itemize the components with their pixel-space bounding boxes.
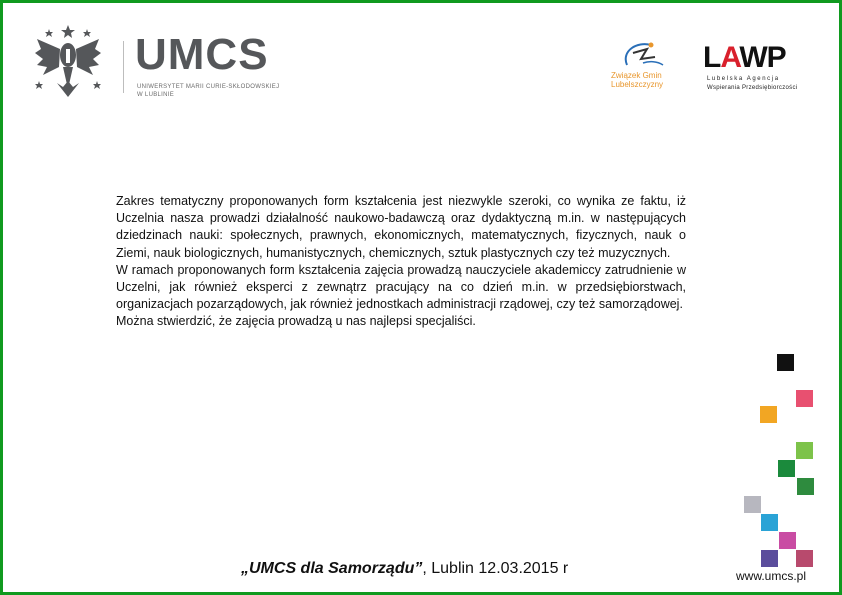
- deco-square-magenta: [779, 532, 796, 549]
- footer-caption-date: , Lublin 12.03.2015 r: [422, 560, 569, 577]
- zgl-line2: Lubelszczyzny: [611, 80, 664, 89]
- deco-square-pink: [796, 390, 813, 407]
- umcs-subtitle-line2: W LUBLINIE: [137, 92, 175, 98]
- paragraph-1: Zakres tematyczny proponowanych form kształcenia jest niezwykle szeroki, co wynika ze faktu, iż Uczelnia nasza prowadzi działalność naukowo-badawczą oraz dydaktyczną m.in. w następujących dziedzinach nauki: społecznych, prawnych, ekonomicznych, matematycznych, fizycznych, nauk o Ziemi, nauk biologicznych, humanistycznych, chemicznych, sztuk plastycznych czy też muzycznych.: [116, 194, 686, 260]
- paragraph-3: Można stwierdzić, że zajęcia prowadzą u nas najlepsi specjaliści.: [116, 314, 476, 329]
- zgl-emblem-icon: [603, 39, 683, 71]
- lawp-mark-a: A: [720, 41, 740, 74]
- footer-caption: [241, 560, 568, 578]
- deco-square-lightgreen: [796, 442, 813, 459]
- paragraph-2: W ramach proponowanych form kształcenia zajęcia prowadzą nauczyciele akademiccy zatrudnienie w Uczelni, jak również eksperci z zewnątrz pracujący na co dzień m.in. w przedsiębiorstwach, organizacjach pozarządowych, jak również jednostkach administracji rządowej, czy też samorządowej.: [116, 262, 686, 312]
- deco-square-gray: [744, 496, 761, 513]
- zgl-text: [611, 71, 663, 89]
- logo-divider: [123, 41, 124, 93]
- deco-square-blue: [761, 514, 778, 531]
- lawp-logo: [703, 43, 808, 95]
- deco-square-rose: [796, 550, 813, 567]
- lawp-line2: Wspierania Przedsiębiorczości: [707, 85, 798, 91]
- lawp-line1: Lubelska Agencja: [707, 76, 780, 82]
- zgl-line1: Związek Gmin: [611, 71, 662, 80]
- umcs-wordmark: UMCS: [135, 30, 269, 79]
- deco-square-green: [778, 460, 795, 477]
- main-text: [116, 193, 686, 331]
- lawp-mark-l: L: [703, 41, 721, 74]
- lawp-mark: [703, 43, 786, 73]
- lawp-mark-wp: WP: [739, 41, 786, 74]
- umcs-logo: [27, 21, 287, 103]
- deco-square-purple: [761, 550, 778, 567]
- eagle-emblem-icon: [27, 21, 109, 103]
- umcs-subtitle: [137, 83, 287, 99]
- zgl-logo: [603, 39, 683, 93]
- deco-square-darkgreen: [797, 478, 814, 495]
- deco-square-orange: [760, 406, 777, 423]
- deco-square-black: [777, 354, 794, 371]
- footer-caption-title: „UMCS dla Samorządu”: [241, 560, 423, 577]
- umcs-subtitle-line1: UNIWERSYTET MARII CURIE-SKŁODOWSKIEJ: [137, 84, 280, 90]
- footer-url[interactable]: www.umcs.pl: [736, 569, 807, 583]
